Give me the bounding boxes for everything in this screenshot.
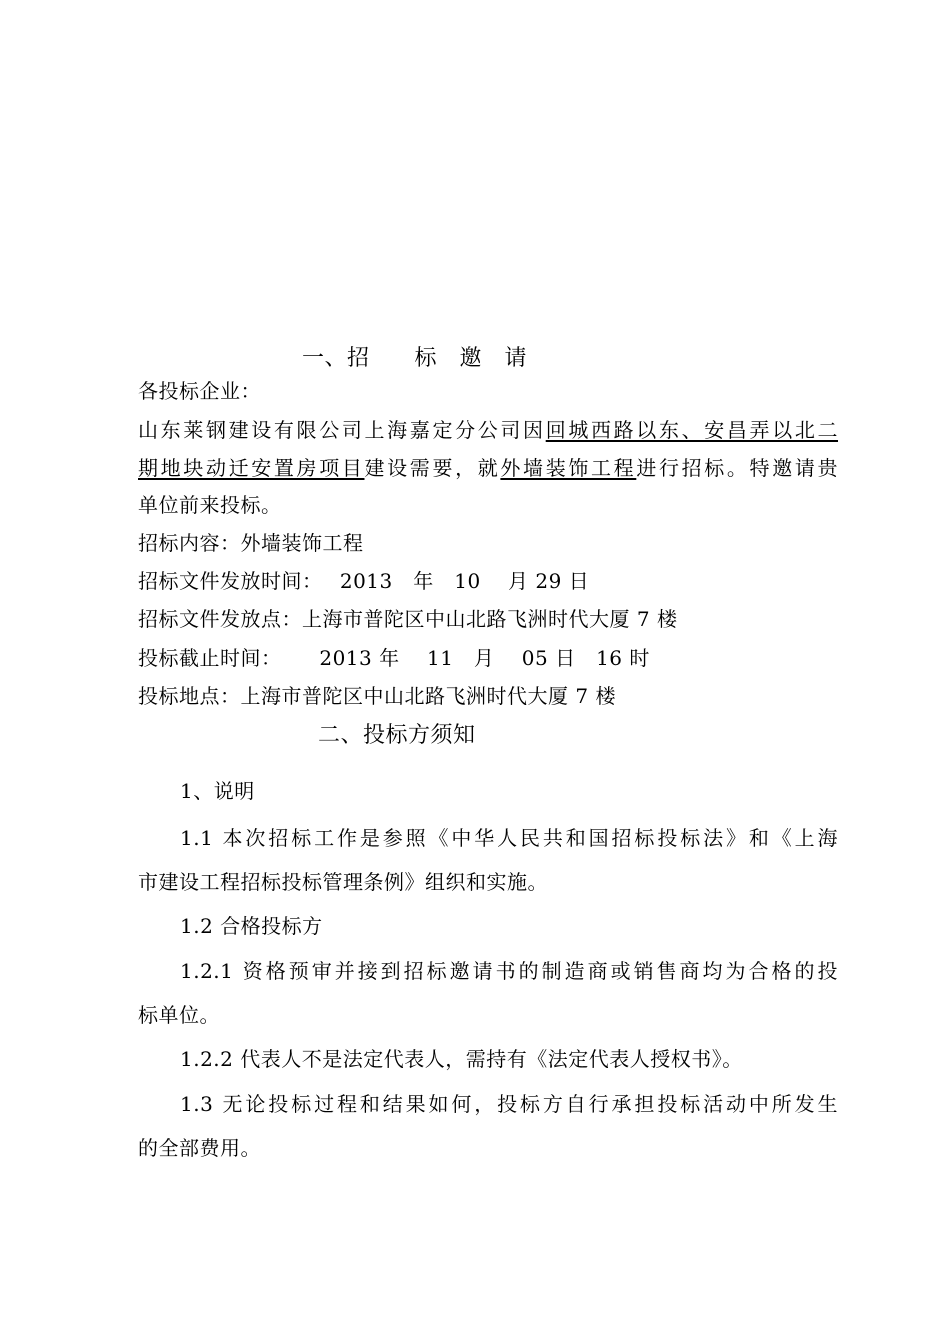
clause-1-3-line1: 1.3 无论投标过程和结果如何，投标方自行承担投标活动中所发生 — [180, 1092, 838, 1116]
section2-title: 二、投标方须知 — [318, 723, 476, 748]
intro-line-2 — [138, 455, 838, 481]
bid-place: 投标地点：上海市普陀区中山北路飞洲时代大厦 7 楼 — [138, 684, 616, 708]
intro-invite: 进行招标。特邀请贵 — [636, 456, 839, 480]
intro-company: 山东莱钢建设有限公司上海嘉定分公司因 — [138, 418, 546, 442]
bid-content: 招标内容：外墙装饰工程 — [138, 531, 364, 555]
intro-need: 建设需要，就 — [364, 456, 501, 480]
intro-line-3: 单位前来投标。 — [138, 493, 282, 517]
section1-title: 一、招 标 邀 请 — [302, 346, 528, 371]
clause-1-1-line2: 市建设工程招标投标管理条例》组织和实施。 — [138, 870, 548, 894]
clause-1-1-line1: 1.1 本次招标工作是参照《中华人民共和国招标投标法》和《上海 — [180, 826, 838, 850]
issue-time: 招标文件发放时间： 2013 年 10 月 29 日 — [138, 569, 590, 593]
clause-1-heading: 1、说明 — [180, 779, 255, 803]
clause-1-3-line2: 的全部费用。 — [138, 1136, 261, 1160]
bid-deadline: 投标截止时间： 2013 年 11 月 05 日 16 时 — [138, 646, 650, 670]
clause-1-2: 1.2 合格投标方 — [180, 914, 323, 938]
clause-1-2-2: 1.2.2 代表人不是法定代表人，需持有《法定代表人授权书》。 — [180, 1047, 743, 1071]
salutation: 各投标企业： — [138, 379, 261, 403]
intro-line-1 — [138, 417, 838, 443]
intro-project-part2: 期地块动迁安置房项目 — [138, 456, 365, 480]
intro-scope: 外墙装饰工程 — [500, 456, 637, 480]
clause-1-2-1-line2: 标单位。 — [138, 1003, 220, 1027]
clause-1-2-1-line1: 1.2.1 资格预审并接到招标邀请书的制造商或销售商均为合格的投 — [180, 959, 838, 983]
issue-place: 招标文件发放点：上海市普陀区中山北路飞洲时代大厦 7 楼 — [138, 607, 678, 631]
intro-project-part1: 回城西路以东、安昌弄以北二 — [545, 418, 839, 442]
